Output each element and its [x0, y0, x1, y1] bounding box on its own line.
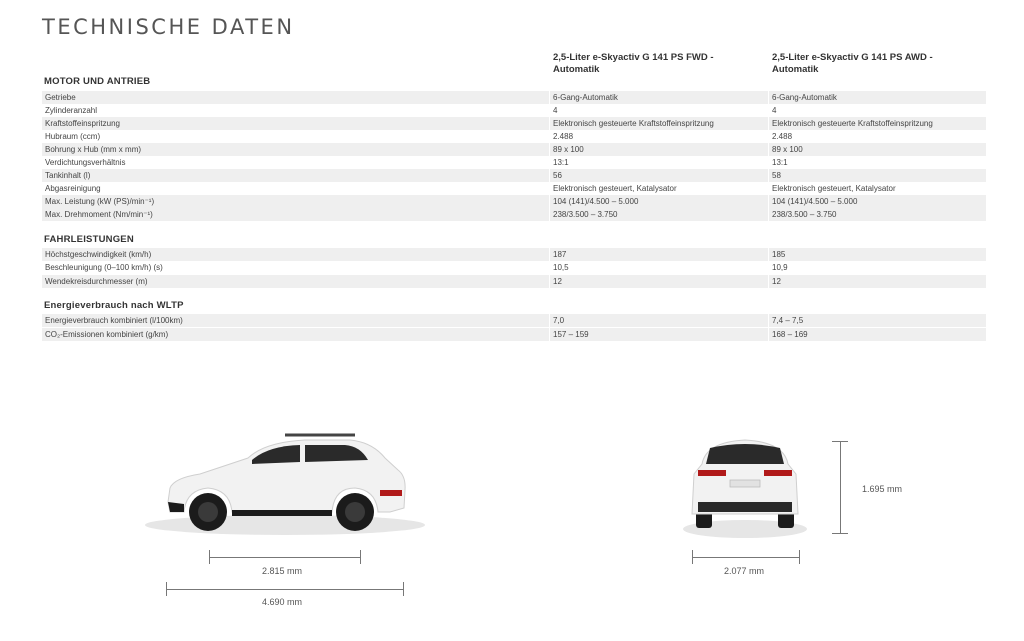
table-row	[42, 91, 986, 104]
row-value-fwd: Elektronisch gesteuert, Katalysator	[553, 184, 677, 193]
height-label: 1.695 mm	[862, 484, 903, 494]
row-label: Kraftstoffeinspritzung	[45, 119, 121, 128]
height-tick-bottom	[832, 533, 848, 534]
row-label: Max. Leistung (kW (PS)/min⁻¹)	[45, 197, 155, 206]
length-dimension-line	[166, 589, 404, 590]
row-value-fwd: 2.488	[553, 132, 574, 141]
row-label: Beschleunigung (0–100 km/h) (s)	[45, 263, 163, 272]
section-heading-energy: Energieverbrauch nach WLTP	[44, 300, 184, 311]
row-value-awd: 7,4 – 7,5	[772, 316, 804, 325]
row-value-fwd: 12	[553, 277, 562, 286]
table-row	[42, 248, 986, 261]
table-row	[42, 275, 986, 288]
row-value-awd: Elektronisch gesteuert, Katalysator	[772, 184, 896, 193]
table-row	[42, 156, 986, 169]
row-value-awd: 238/3.500 – 3.750	[772, 210, 837, 219]
row-value-awd: 89 x 100	[772, 145, 803, 154]
width-dimension-line	[692, 557, 800, 558]
row-value-awd: 4	[772, 106, 777, 115]
table-row	[42, 261, 986, 274]
row-label: Energieverbrauch kombiniert (l/100km)	[45, 316, 183, 325]
car-side-view-image	[140, 430, 430, 540]
row-value-fwd: 238/3.500 – 3.750	[553, 210, 618, 219]
page-title: TECHNISCHE DATEN	[42, 15, 295, 39]
row-label: Wendekreisdurchmesser (m)	[45, 277, 148, 286]
row-label: Getriebe	[45, 93, 76, 102]
row-value-awd: 58	[772, 171, 781, 180]
row-label: Max. Drehmoment (Nm/min⁻¹)	[45, 210, 153, 219]
table-row	[42, 195, 986, 208]
row-value-fwd: 4	[553, 106, 558, 115]
width-tick-left	[692, 550, 693, 564]
table-row	[42, 117, 986, 130]
row-label: Zylinderanzahl	[45, 106, 98, 115]
length-tick-right	[403, 582, 404, 596]
row-value-awd: 2.488	[772, 132, 793, 141]
table-row	[42, 169, 986, 182]
row-value-fwd: 7,0	[553, 316, 565, 325]
length-tick-left	[166, 582, 167, 596]
length-label: 4.690 mm	[262, 597, 303, 607]
row-value-awd: 6-Gang-Automatik	[772, 93, 837, 102]
row-value-fwd: 10,5	[553, 263, 569, 272]
row-value-fwd: 104 (141)/4.500 – 5.000	[553, 197, 639, 206]
row-label: Hubraum (ccm)	[45, 132, 101, 141]
table-row	[42, 182, 986, 195]
table-row	[42, 143, 986, 156]
wheelbase-dimension-line	[209, 557, 361, 558]
row-value-fwd: 6-Gang-Automatik	[553, 93, 618, 102]
row-label: CO₂-Emissionen kombiniert (g/km)	[45, 330, 169, 339]
row-value-fwd: 56	[553, 171, 562, 180]
column-header-fwd: 2,5-Liter e-Skyactiv G 141 PS FWD - Automatik	[553, 52, 714, 75]
row-value-fwd: 157 – 159	[553, 330, 589, 339]
height-dimension-line	[840, 441, 841, 534]
wheelbase-label: 2.815 mm	[262, 566, 303, 576]
width-label: 2.077 mm	[724, 566, 765, 576]
row-label: Tankinhalt (l)	[45, 171, 91, 180]
row-label: Verdichtungsverhältnis	[45, 158, 126, 167]
wheelbase-tick-left	[209, 550, 210, 564]
table-row	[42, 328, 986, 341]
table-row	[42, 130, 986, 143]
row-value-fwd: 89 x 100	[553, 145, 584, 154]
row-value-fwd: 13:1	[553, 158, 569, 167]
row-label: Abgasreinigung	[45, 184, 101, 193]
row-value-awd: Elektronisch gesteuerte Kraftstoffeinspritzung	[772, 119, 933, 128]
table-row	[42, 104, 986, 117]
row-value-awd: 168 – 169	[772, 330, 808, 339]
section-heading-performance: FAHRLEISTUNGEN	[44, 234, 134, 245]
row-value-fwd: Elektronisch gesteuerte Kraftstoffeinspritzung	[553, 119, 714, 128]
row-label: Bohrung x Hub (mm x mm)	[45, 145, 142, 154]
row-value-fwd: 187	[553, 250, 567, 259]
row-value-awd: 10,9	[772, 263, 788, 272]
table-row	[42, 314, 986, 327]
height-tick-top	[832, 441, 848, 442]
row-label: Höchstgeschwindigkeit (km/h)	[45, 250, 152, 259]
row-value-awd: 12	[772, 277, 781, 286]
column-header-awd: 2,5-Liter e-Skyactiv G 141 PS AWD - Automatik	[772, 52, 933, 75]
row-value-awd: 185	[772, 250, 786, 259]
row-value-awd: 104 (141)/4.500 – 5.000	[772, 197, 858, 206]
table-row	[42, 208, 986, 221]
car-rear-view-image	[680, 434, 810, 539]
section-heading-motor: MOTOR UND ANTRIEB	[44, 76, 151, 87]
row-value-awd: 13:1	[772, 158, 788, 167]
width-tick-right	[799, 550, 800, 564]
wheelbase-tick-right	[360, 550, 361, 564]
